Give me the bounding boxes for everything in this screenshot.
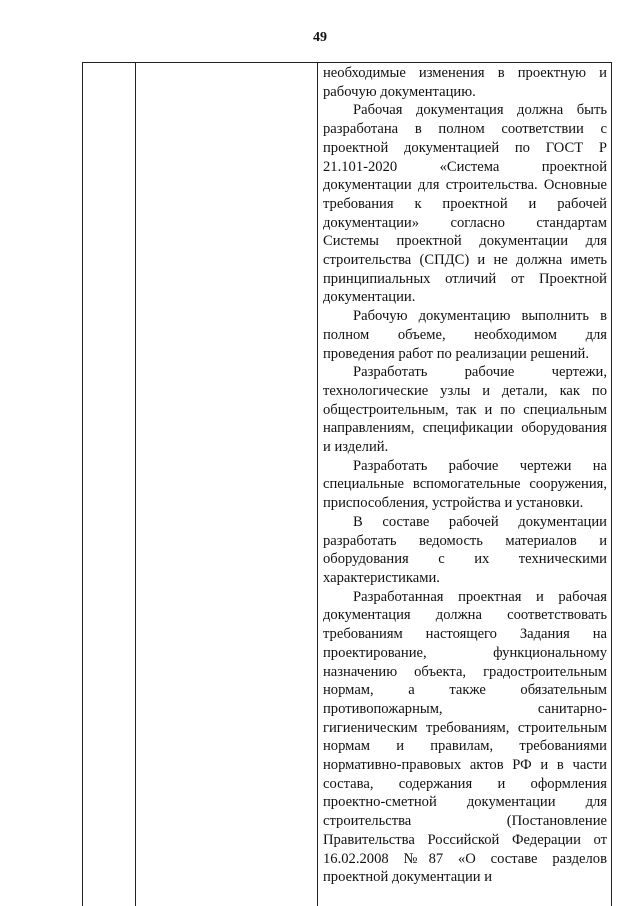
column-divider-2	[317, 63, 318, 906]
column-divider-1	[135, 63, 136, 906]
requirements-cell	[323, 64, 607, 887]
paragraph-continuation: необходимые изменения в проектную и рабочую документацию.	[323, 65, 607, 100]
paragraph-working-docs-scope: Рабочую документацию выполнить в полном объеме, необходимом для проведения работ по реализации решений.	[323, 308, 607, 362]
requirements-table	[82, 62, 612, 906]
paragraph-compliance-requirements: Разработанная проектная и рабочая документация должна соответствовать требованиям настоящего Задания на проектирование, функциональному назначению объекта, градостроительным нормам, а также обязательным противопожарным, санитарно-гигиеническим требованиям, строительным нормам и правилам, требованиями нормативно-правовых актов РФ и в части состава, содержания и оформления проектно-сметной документации для строительства (Постановление Правительства Российской Федерации от 16.02.2008 №87 «О составе разделов проектной документации и	[323, 588, 607, 886]
paragraph-working-drawings: Разработать рабочие чертежи, технологические узлы и детали, как по общестроительным, так и по специальным направлениям, спецификации оборудования и изделий.	[323, 364, 607, 456]
column-divider-3	[611, 63, 612, 906]
page-number: 49	[313, 30, 327, 45]
paragraph-working-docs-compliance: Рабочая документация должна быть разработана в полном соответствии с проектной документацией по ГОСТ Р 21.101-2020 «Система проектной документации для строительства. Основные требования к проектной и рабочей документации» согласно стандартам Системы проектной документации для строительства (СПДС) и не должна иметь принципиальных отличий от Проектной документации.	[323, 102, 607, 306]
paragraph-materials-list: В составе рабочей документации разработать ведомость материалов и оборудования с их техническими характеристиками.	[323, 513, 607, 586]
paragraph-auxiliary-structures: Разработать рабочие чертежи на специальные вспомогательные сооружения, приспособления, устройства и установки.	[323, 457, 607, 512]
